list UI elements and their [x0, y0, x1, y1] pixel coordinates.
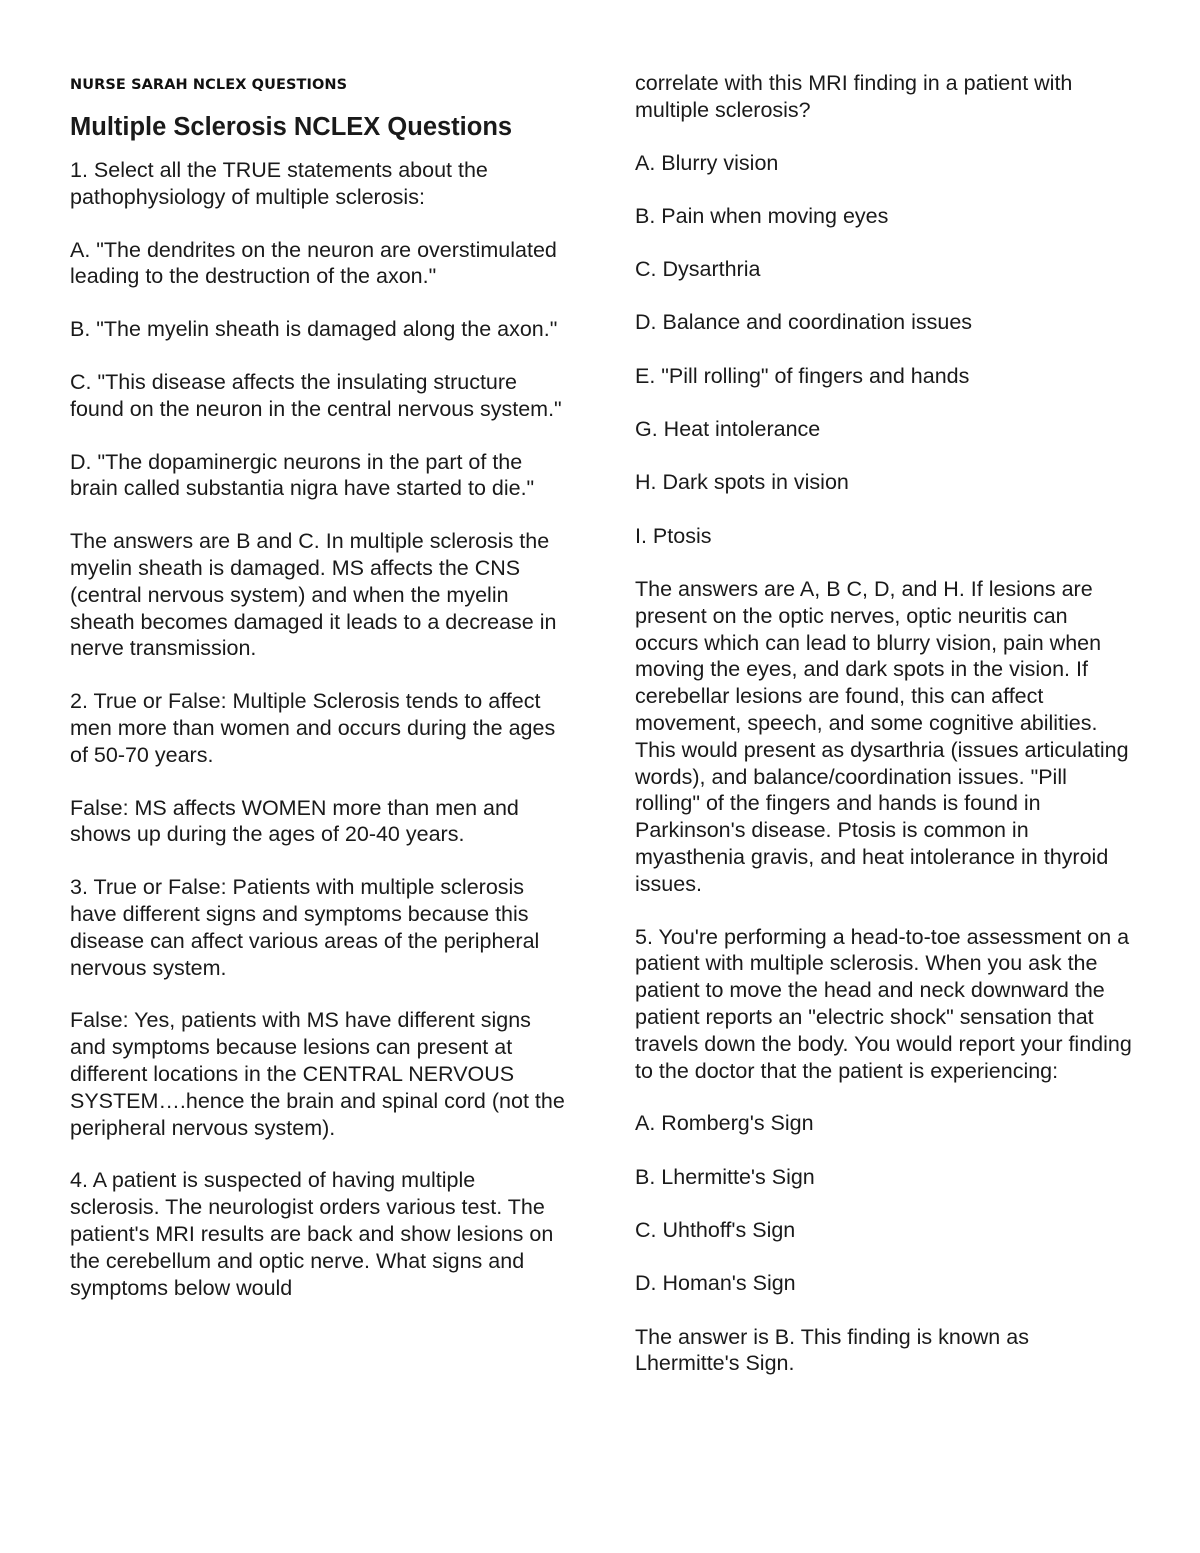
question-4-option-a: A. Blurry vision	[635, 150, 779, 175]
question-4-option-i: I. Ptosis	[635, 523, 712, 548]
question-5-answer: The answer is B. This finding is known as Lhermitte's Sign.	[635, 1324, 1029, 1376]
question-3-answer: False: Yes, patients with MS have different signs and symptoms because lesions can present at different locations in the CENTRAL NERVOUS SYSTEM….hence the brain and spinal cord (not the peripheral nervous system).	[70, 1008, 565, 1140]
question-4-option-g: G. Heat intolerance	[635, 417, 821, 442]
question-1-option-b: B. "The myelin sheath is damaged along the axon."	[70, 317, 558, 342]
question-1-option-a: A. "The dendrites on the neuron are overstimulated leading to the destruction of the axon."	[70, 237, 557, 289]
question-4-option-e: E. "Pill rolling" of fingers and hands	[635, 363, 970, 388]
question-4-answer: The answers are A, B C, D, and H. If lesions are present on the optic nerves, optic neuritis can occurs which can lead to blurry vision, pain when moving the eyes, and dark spots in the vision. If cerebellar lesions are found, this can affect movement, speech, and some cognitive abilities. This would present as dysarthria (issues articulating words), and balance/coordination issues. "Pill rolling" of the fingers and hands is found in Parkinson's disease. Ptosis is common in myasthenia gravis, and heat intolerance in thyroid issues.	[635, 576, 1129, 896]
left-column	[70, 70, 570, 1327]
question-3-prompt: 3. True or False: Patients with multiple sclerosis have different signs and symptoms because this disease can affect various areas of the peripheral nervous system.	[70, 875, 540, 980]
question-5-option-a: A. Romberg's Sign	[635, 1111, 814, 1136]
question-2-prompt: 2. True or False: Multiple Sclerosis tends to affect men more than women and occurs during the ages of 50-70 years.	[70, 689, 556, 767]
question-4-prompt-continued: correlate with this MRI finding in a patient with multiple sclerosis?	[635, 71, 1073, 122]
question-1-option-c: C. "This disease affects the insulating structure found on the neuron in the central nervous system."	[70, 369, 562, 421]
question-2-answer: False: MS affects WOMEN more than men and shows up during the ages of 20-40 years.	[70, 795, 519, 847]
question-4-prompt: 4. A patient is suspected of having multiple sclerosis. The neurologist orders various test. The patient's MRI results are back and show lesions on the cerebellum and optic nerve. What signs and symptoms below would	[70, 1168, 554, 1300]
question-4-option-c: C. Dysarthria	[635, 257, 761, 282]
page-title: Multiple Sclerosis NCLEX Questions	[70, 113, 513, 141]
question-5-option-d: D. Homan's Sign	[635, 1271, 796, 1296]
question-5-prompt: 5. You're performing a head-to-toe assessment on a patient with multiple sclerosis. When you ask the patient to move the head and neck downward the patient reports an "electric shock" sensation that travels down the body. You would report your finding to the doctor that the patient is experiencing:	[635, 924, 1132, 1083]
question-1-prompt: 1. Select all the TRUE statements about the pathophysiology of multiple sclerosis:	[70, 158, 488, 209]
question-5-option-b: B. Lhermitte's Sign	[635, 1164, 815, 1189]
question-4-option-h: H. Dark spots in vision	[635, 470, 849, 495]
question-5-option-c: C. Uhthoff's Sign	[635, 1217, 796, 1242]
right-column	[635, 70, 1135, 1403]
question-1-answer: The answers are B and C. In multiple sclerosis the myelin sheath is damaged. MS affects the CNS (central nervous system) and when the myelin sheath becomes damaged it leads to a decrease in nerve transmission.	[70, 529, 557, 661]
question-4-option-d: D. Balance and coordination issues	[635, 310, 973, 335]
document-header: NURSE SARAH NCLEX QUESTIONS	[70, 77, 348, 93]
question-4-option-b: B. Pain when moving eyes	[635, 203, 889, 228]
question-1-option-d: D. "The dopaminergic neurons in the part of the brain called substantia nigra have started to die."	[70, 449, 535, 501]
